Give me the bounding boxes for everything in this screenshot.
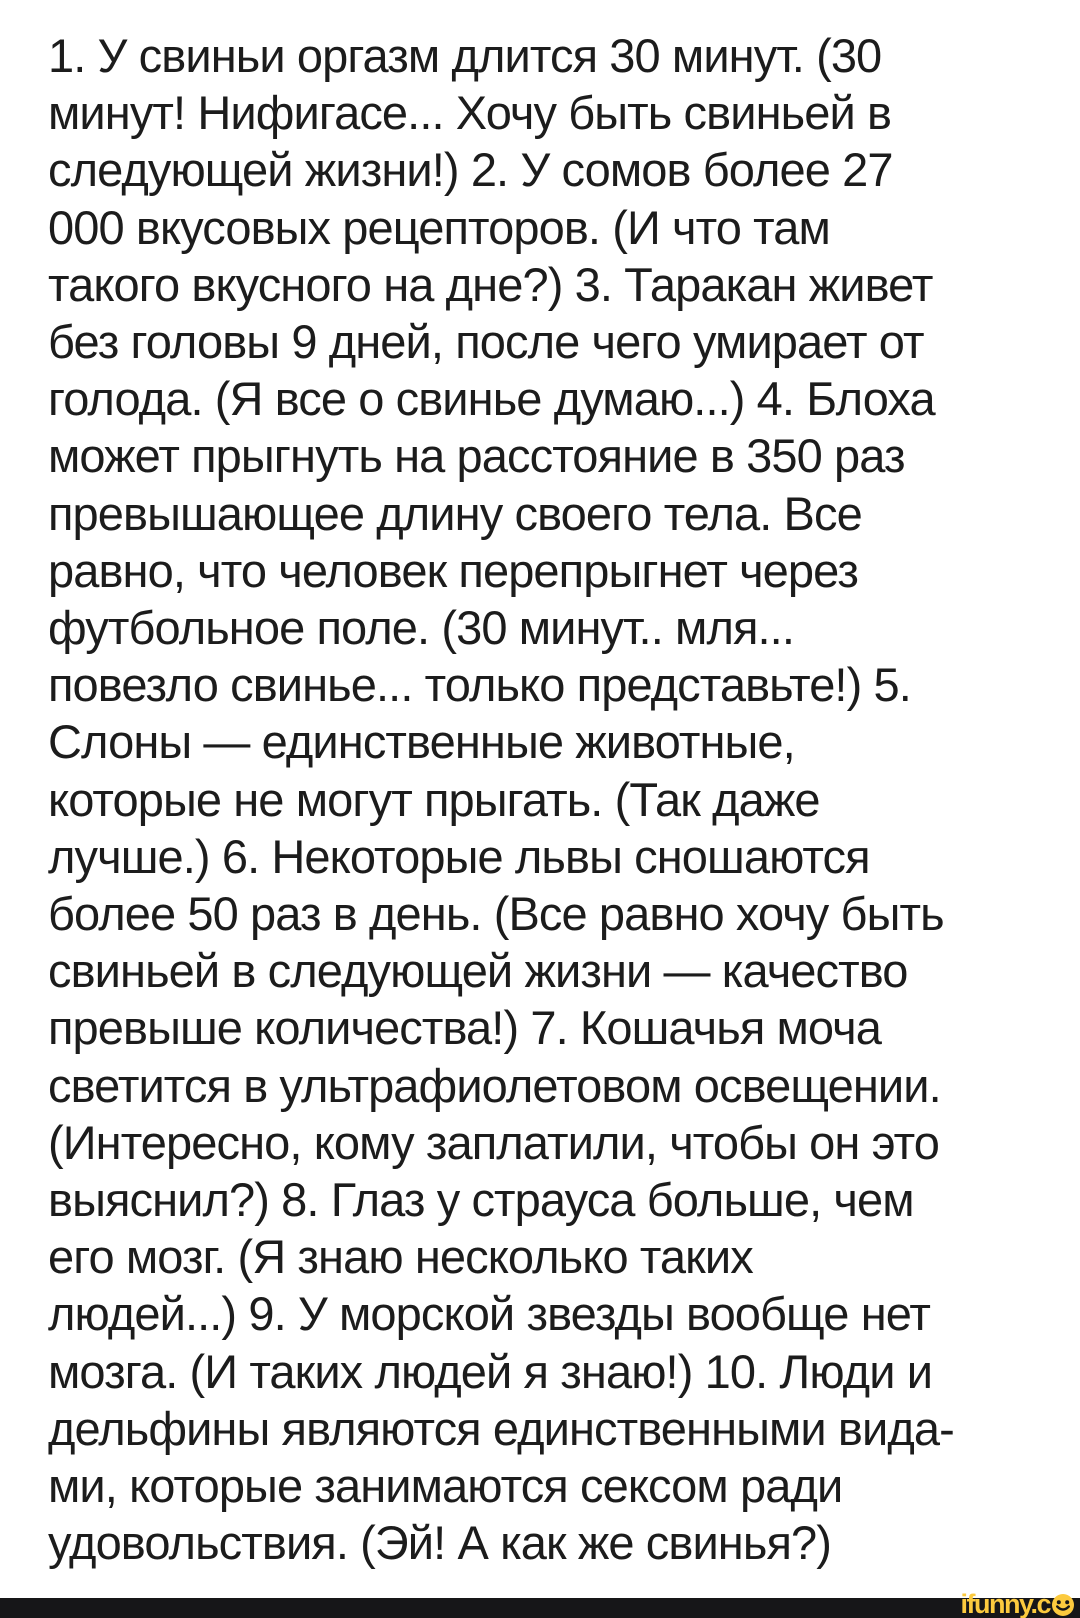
text-line: такого вкусного на дне?) 3. Таракан живет — [48, 257, 933, 311]
text-line: без головы 9 дней, после чего умирает от — [48, 315, 924, 369]
text-line: которые не могут прыгать. (Так даже — [48, 772, 820, 826]
watermark-bar — [0, 1598, 1080, 1618]
text-line: светится в ультрафиолетовом освещении. — [48, 1058, 941, 1112]
text-line: его мозг. (Я знаю несколько таких — [48, 1230, 753, 1284]
text-line: голода. (Я все о свинье думаю...) 4. Блоха — [48, 372, 935, 426]
text-line: дельфины являются единственными вида- — [48, 1401, 954, 1455]
text-line: людей...) 9. У морской звезды вообще нет — [48, 1287, 931, 1341]
text-line: может прыгнуть на расстояние в 350 раз — [48, 429, 905, 483]
smiley-face-icon — [1051, 1593, 1075, 1617]
text-line: лучше.) 6. Некоторые львы сношаются — [48, 829, 870, 883]
meme-text-block — [48, 27, 1048, 1571]
text-line: минут! Нифигасе... Хочу быть свиньей в — [48, 86, 892, 140]
text-line: следующей жизни!) 2. У сомов более 27 — [48, 143, 893, 197]
text-line: превыше количества!) 7. Кошачья моча — [48, 1001, 881, 1055]
text-line: превышающее длину своего тела. Все — [48, 486, 862, 540]
ifunny-watermark — [960, 1591, 1075, 1618]
text-line: (Интересно, кому заплатили, чтобы он это — [48, 1115, 940, 1169]
text-line: футбольное поле. (30 минут.. мля... — [48, 601, 794, 655]
text-line: более 50 раз в день. (Все равно хочу быть — [48, 887, 944, 941]
ifunny-watermark-text: ifunny.c — [960, 1589, 1050, 1618]
text-line: равно, что человек перепрыгнет через — [48, 543, 859, 597]
text-line: повезло свинье... только представьте!) 5. — [48, 658, 911, 712]
text-line: ми, которые занимаются сексом ради — [48, 1459, 843, 1513]
text-line: удовольствия. (Эй! А как же свинья?) — [48, 1516, 831, 1570]
text-line: мозга. (И таких людей я знаю!) 10. Люди и — [48, 1344, 933, 1398]
text-line: 000 вкусовых рецепторов. (И что там — [48, 200, 830, 254]
text-line: Слоны — единственные животные, — [48, 715, 795, 769]
text-line: 1. У свиньи оргазм длится 30 минут. (30 — [48, 29, 882, 82]
text-line: выяснил?) 8. Глаз у страуса больше, чем — [48, 1173, 914, 1227]
text-line: свиньей в следующей жизни — качество — [48, 944, 908, 998]
